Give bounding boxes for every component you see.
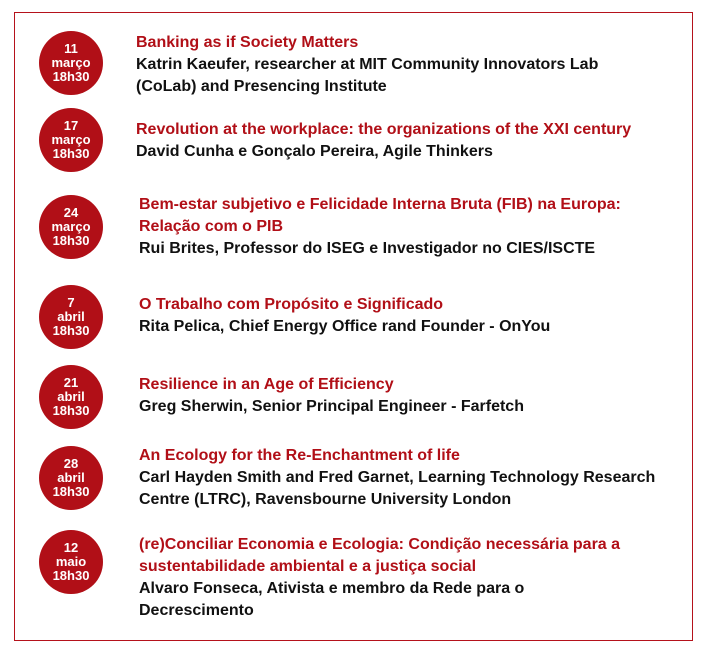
date-month: março <box>51 219 91 234</box>
date-month: abril <box>57 389 85 404</box>
date-day: 28 <box>63 456 79 471</box>
date-badge <box>39 365 103 429</box>
date-day: 11 <box>64 41 78 56</box>
date-day: 21 <box>63 375 79 390</box>
event-title: O Trabalho com Propósito e Significado <box>139 296 444 313</box>
date-month: abril <box>57 309 85 324</box>
date-time: 18h30 <box>52 484 90 499</box>
date-time: 18h30 <box>52 69 90 84</box>
event-title: Resilience in an Age of Efficiency <box>139 376 394 393</box>
event-speaker: Rui Brites, Professor do ISEG e Investigador no CIES/ISCTE <box>139 240 596 257</box>
date-day: 24 <box>63 205 79 220</box>
event-speaker: Alvaro Fonseca, Ativista e membro da Rede para o Decrescimento <box>139 580 525 619</box>
date-badge <box>39 530 103 594</box>
event-title: Bem-estar subjetivo e Felicidade Interna Bruta (FIB) na Europa: Relação com o PIB <box>139 196 621 235</box>
event-speaker: Carl Hayden Smith and Fred Garnet, Learning Technology Research Centre (LTRC), Ravensbourne University London <box>139 469 656 508</box>
event-speaker: Katrin Kaeufer, researcher at MIT Community Innovators Lab (CoLab) and Presencing Institute <box>136 56 599 95</box>
date-month: maio <box>55 554 87 569</box>
event-title: (re)Conciliar Economia e Ecologia: Condição necessária para a sustentabilidade ambiental e a justiça social <box>139 536 621 575</box>
date-badge <box>39 108 103 172</box>
date-time: 18h30 <box>52 323 90 338</box>
event-title: An Ecology for the Re-Enchantment of life <box>139 447 460 464</box>
date-day: 7 <box>67 295 75 310</box>
date-badge <box>39 195 103 259</box>
date-time: 18h30 <box>52 403 90 418</box>
date-month: março <box>51 132 91 147</box>
date-time: 18h30 <box>52 233 90 248</box>
event-speaker: Rita Pelica, Chief Energy Office rand Founder - OnYou <box>139 318 551 335</box>
event-speaker: Greg Sherwin, Senior Principal Engineer - Farfetch <box>139 398 524 415</box>
event-speaker: David Cunha e Gonçalo Pereira, Agile Thinkers <box>136 143 493 160</box>
date-badge <box>39 31 103 95</box>
date-month: março <box>51 55 91 70</box>
date-badge <box>39 285 103 349</box>
event-title: Banking as if Society Matters <box>136 34 359 51</box>
event-title: Revolution at the workplace: the organizations of the XXI century <box>136 121 632 138</box>
date-badge <box>39 446 103 510</box>
date-day: 17 <box>63 118 79 133</box>
date-day: 12 <box>63 540 79 555</box>
date-time: 18h30 <box>52 568 90 583</box>
date-month: abril <box>57 470 85 485</box>
date-time: 18h30 <box>52 146 90 161</box>
